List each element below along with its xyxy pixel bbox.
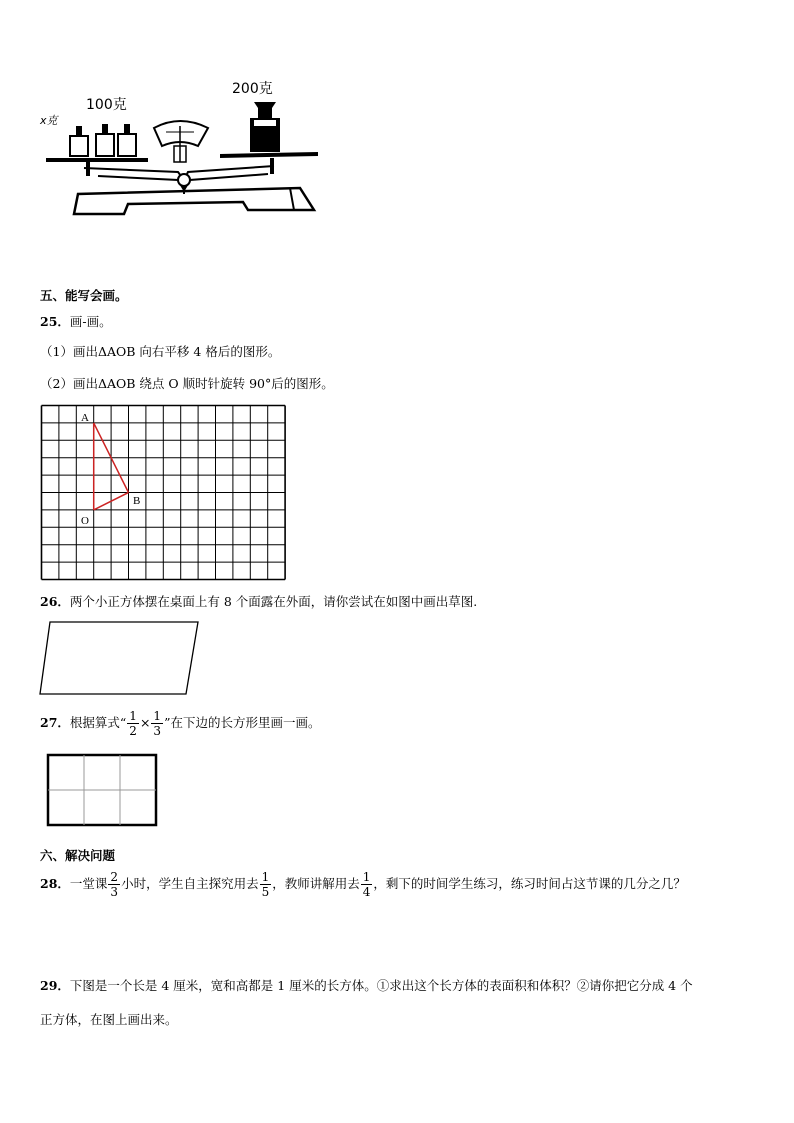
q29-line2: 正方体，在图上画出来。: [40, 1012, 178, 1027]
balance-scale-drawing: [38, 76, 328, 221]
q27-rectangle: [46, 753, 158, 827]
label-x-grams: x克: [40, 114, 58, 127]
q28-f2-num: 1: [261, 870, 270, 884]
q25-text: 画-画。: [69, 314, 112, 329]
q25-part2: （2）画出ΔAOB 绕点 O 顺时针旋转 90°后的图形。: [40, 376, 334, 391]
q28-t3: ，教师讲解用去: [272, 876, 360, 891]
q28-t2: 小时，学生自主探究用去: [121, 876, 259, 891]
q29-text-line1: 下图是一个长是 4 厘米，宽和高都是 1 厘米的长方体。①求出这个长方体的表面积和体积？②请你把它分成 4 个: [69, 978, 693, 993]
q28-fraction-1: [108, 870, 120, 899]
label-200-grams: 200克: [232, 81, 273, 97]
q26-text: 两个小正方体摆在桌面上有 8 个面露在外面，请你尝试在如图中画出草图.: [69, 594, 478, 609]
q27-frac2-num: 1: [153, 709, 162, 723]
label-o: O: [81, 515, 89, 527]
q28-f1-den: 3: [110, 885, 119, 899]
label-b: B: [133, 495, 141, 507]
q29-line1: [40, 978, 693, 994]
q28-f3-num: 1: [362, 870, 371, 884]
q27-text-before: 根据算式“: [69, 715, 127, 730]
q28-fraction-3: [361, 870, 373, 899]
section6-title: 六、解决问题: [40, 848, 116, 863]
q27-fraction-2: [151, 709, 163, 738]
label-a: A: [81, 412, 89, 424]
q25-number: 25．: [40, 314, 70, 329]
q26-number: 26．: [40, 594, 70, 609]
q25-grid: [40, 404, 288, 582]
q27-text-after: ”在下边的长方形里画一画。: [164, 715, 321, 730]
q27-frac1-num: 1: [129, 709, 137, 723]
q27-rectangle-figure: [46, 753, 158, 827]
q28-line: [40, 866, 686, 906]
q27-fraction-1: [127, 709, 139, 738]
label-100-grams: 100克: [86, 97, 127, 113]
q27-frac2-den: 3: [153, 724, 162, 738]
q25-heading: [40, 314, 112, 330]
q26-line: [40, 594, 477, 610]
q26-parallelogram: [38, 620, 202, 698]
q25-part1: （1）画出ΔAOB 向右平移 4 格后的图形。: [40, 344, 281, 359]
q27-times: ×: [139, 715, 151, 730]
q27-line: [40, 708, 320, 742]
section5-title: 五、能写会画。: [40, 288, 128, 303]
q27-frac1-den: 2: [129, 724, 137, 738]
q28-t4: ，剩下的时间学生练习，练习时间占这节课的几分之几？: [373, 876, 686, 891]
q26-parallelogram-figure: [38, 620, 202, 698]
q28-t1: 一堂课: [69, 876, 108, 891]
q28-number: 28．: [40, 876, 70, 891]
q28-fraction-2: [260, 870, 272, 899]
balance-scale-figure: [38, 76, 328, 221]
q28-f3-den: 4: [362, 885, 371, 899]
q25-grid-figure: [40, 404, 288, 582]
q29-number: 29．: [40, 978, 70, 993]
q27-number: 27．: [40, 715, 70, 730]
q28-f1-num: 2: [110, 870, 119, 884]
q28-f2-den: 5: [261, 885, 270, 899]
